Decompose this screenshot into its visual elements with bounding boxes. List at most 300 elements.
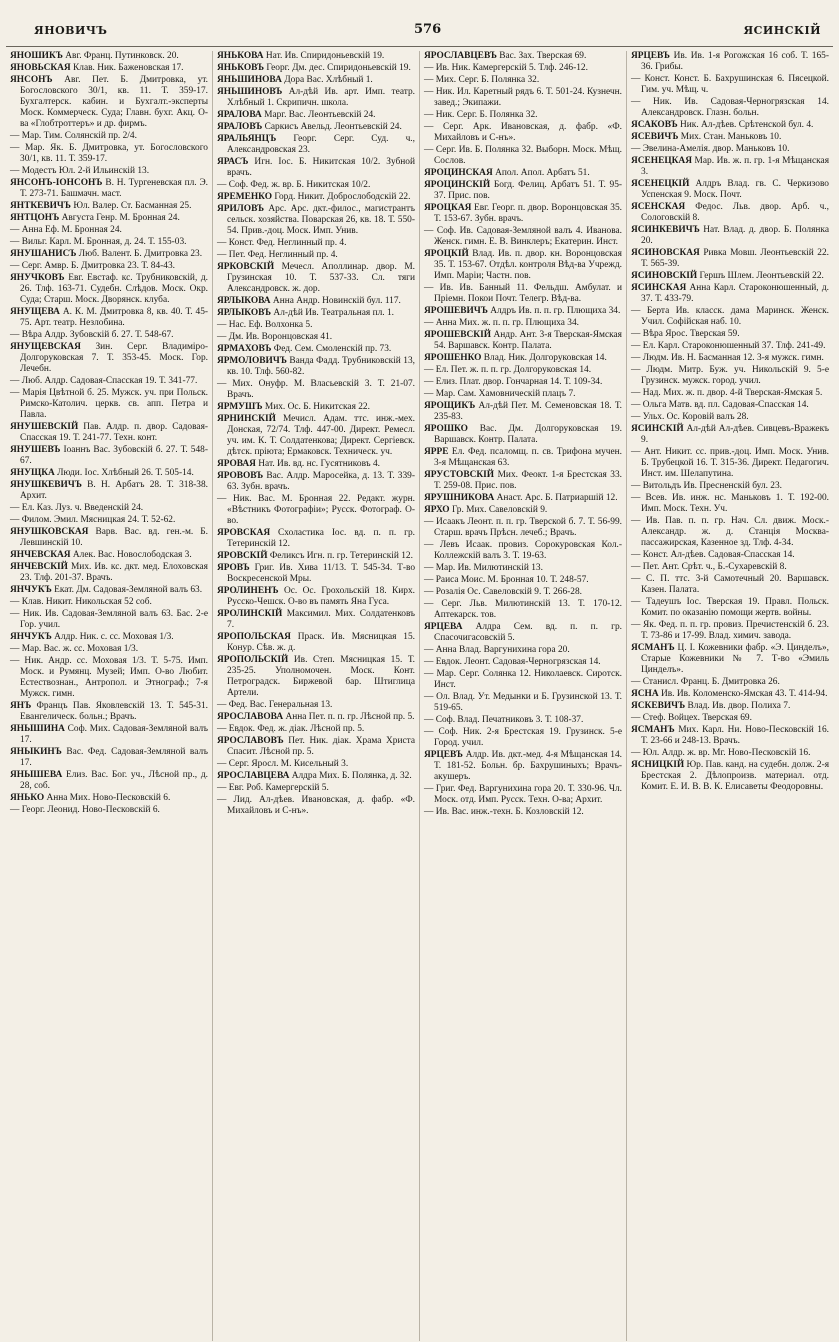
entry-text: Алдра Мих. Б. Полянка, д. 32.	[291, 771, 412, 781]
directory-entry	[631, 516, 829, 549]
directory-entry	[631, 400, 829, 411]
directory-entry	[631, 643, 829, 676]
entry-text: Ульх. Ос. Коровiй валъ 28.	[642, 412, 749, 422]
directory-entry	[631, 689, 829, 700]
entry-surname: ЯРУШНИКОВА	[424, 493, 495, 503]
directory-entry	[424, 563, 622, 574]
directory-entry	[217, 344, 415, 355]
entry-text: Мечесл. Аполлинар. двор. М. Грузинская 10. Т. 537-33. Сл. тяги Александровск. ж. дор.	[227, 262, 415, 294]
entry-surname: ЯНОВЬСКАЯ	[10, 63, 71, 73]
entry-surname: ЯНУШКОВСКАЯ	[10, 527, 89, 537]
directory-entry	[424, 645, 622, 656]
directory-entry	[631, 574, 829, 596]
directory-entry	[217, 356, 415, 378]
directory-entry	[10, 585, 208, 596]
directory-entry	[10, 550, 208, 561]
entry-surname: ЯНТЦОНЪ	[10, 213, 60, 223]
entry-surname: ЯРМУШЪ	[217, 402, 263, 412]
entry-text: Серг. Арк. Ивановская, д. фабр. «Ф. Михайловъ и С-нъ».	[434, 122, 622, 143]
entry-surname: ЯРОСЛАВЦЕВЪ	[424, 51, 497, 61]
entry-surname: ЯРИЛОВЪ	[217, 204, 264, 214]
entry-text: Над. Мих. ж. п. двор. 4-й Тверская-Ямская 5.	[642, 388, 823, 398]
entry-surname: ЯРОШЕВИЧЪ	[424, 306, 488, 316]
entry-text: Ник. Ал-дѣев. Срѣтенской бул. 4.	[679, 120, 814, 130]
directory-entry	[217, 494, 415, 527]
entry-text: Богд. Фелиц. Арбатъ 51. Т. 95-37. Прис. пов.	[434, 180, 623, 201]
entry-text: Вильг. Карл. М. Бронная, д. 24. Т. 155-03.	[21, 237, 187, 247]
entry-text: Евдок. Фед. ж. дiак. Лѣсной пр. 5.	[228, 724, 365, 734]
directory-entry	[217, 771, 415, 782]
directory-entry	[424, 318, 622, 329]
entry-text: Ант. Никит. сс. прив.-доц. Имп. Моск. Унив. Б. Трубецкой 16. Т. 315-36. Директ. Педагогич. Инст. им. Шелапутина.	[641, 447, 829, 479]
entry-text: Вѣра Алдр. Зубовскiй б. 27. Т. 548-67.	[21, 330, 174, 340]
directory-entry	[10, 143, 208, 165]
entry-text: Гершъ Шлем. Леонтьевскiй 22.	[699, 271, 824, 281]
entry-text: Фед. Сем. Смоленскiй пр. 73.	[273, 344, 392, 354]
entry-surname: ЯРОПОЛЬСКАЯ	[217, 632, 291, 642]
directory-entry	[424, 353, 622, 364]
entry-text: Праск. Ив. Мясницкая 15. Конур. Сѣв. ж. д.	[227, 632, 416, 653]
directory-entry	[10, 656, 208, 700]
directory-entry	[424, 587, 622, 598]
entry-text: Ривка Мовш. Леонтьевскiй 22. Т. 565-39.	[641, 248, 830, 269]
entry-surname: ЯСАКОВЪ	[631, 120, 678, 130]
directory-entry	[631, 225, 829, 247]
entry-text: Мар. Серг. Солянка 12. Николаевск. Сиротск. Инст.	[434, 669, 622, 690]
directory-entry	[10, 166, 208, 177]
entry-text: Ив. Ник. Камергерскiй 5. Тлф. 246-12.	[435, 63, 588, 73]
directory-entry	[10, 527, 208, 549]
entry-text: Георг. Дм. дес. Спиридоньевскiй 19.	[266, 63, 411, 73]
entry-text: Анна Мих. ж. п. п. гр. Плющиха 34.	[435, 318, 580, 328]
directory-entry	[10, 805, 208, 816]
entry-text: Федос. Льв. двор. Арб. ч., Сологовскiй 8.	[641, 202, 829, 223]
entry-surname: ЯСЕНСКАЯ	[631, 202, 686, 212]
directory-entry	[631, 713, 829, 724]
directory-entry	[217, 712, 415, 723]
directory-entry	[424, 807, 622, 818]
directory-entry	[424, 715, 622, 726]
entry-text: Соф. Ник. 2-я Брестская 19. Грузинск. 5-е Город. учил.	[434, 727, 623, 748]
entry-text: Вас. Зах. Тверская 69.	[499, 51, 587, 61]
entry-text: Юл. Алдр. ж. вр. Мг. Ново-Песковскiй 16.	[642, 748, 811, 758]
entry-text: Георг. Леонид. Ново-Песковскiй 6.	[21, 805, 160, 815]
entry-text: Евдок. Леонт. Садовая-Черногрязская 14.	[435, 657, 601, 667]
entry-text: Евг. Евстаф. кс. Трубниковскiй, д. 26. Тлф. 163-71. Судебн. Слѣдов. Моск. Окр. Суда; Старш. Моск. Дворянск. клуба.	[20, 273, 208, 305]
directory-entry	[424, 447, 622, 469]
directory-entry	[217, 110, 415, 121]
entry-text: Схоластика Iос. вд. п. п. гр. Тетеринскiй 12.	[227, 528, 415, 549]
entry-text: Ольга Матв. вд. пл. Садовая-Спасская 14.	[642, 400, 809, 410]
directory-entry	[217, 551, 415, 562]
entry-text: Серг. Ив. Б. Полянка 32. Выборн. Моск. Мѣщ. Сослов.	[434, 145, 622, 166]
entry-surname: ЯРОЩИКЪ	[424, 401, 476, 411]
entry-surname: ЯРХО	[424, 505, 450, 515]
page-number: 576	[414, 22, 442, 37]
entry-surname: ЯРАСЪ	[217, 157, 249, 167]
entry-text: Ник. Андр. сс. Моховая 1/3. Т. 5-75. Имп. Моск. и Румянц. Музей; Имп. О-во Любит. Естествознан., Антропол. и Этнограф.; 7-я Мужск. гимн.	[20, 656, 209, 699]
entry-text: Горд. Никит. Доброслободскiй 22.	[274, 192, 411, 202]
directory-entry	[10, 597, 208, 608]
entry-text: Арс. Арс. дкт.-филос., магистрантъ сельск. хозяйства. Поварская 26, кв. 18. Т. 550-54. Прив.-доц. Моск. Имп. Унив.	[227, 204, 415, 236]
directory-entry	[217, 204, 415, 237]
directory-entry	[10, 237, 208, 248]
entry-surname: ЯРОШЕВСКIЙ	[424, 330, 492, 340]
entry-surname: ЯСМАНЪ	[631, 725, 675, 735]
entry-text: Соф. Ив. Садовая-Земляной валъ 4. Иванова. Женск. гимн. Е. В. Винклеръ; Екатерин. Инст.	[434, 226, 622, 247]
directory-entry	[10, 422, 208, 444]
directory-entry	[10, 261, 208, 272]
entry-text: Серг. Амвр. Б. Дмитровка 23. Т. 84-43.	[21, 261, 176, 271]
entry-text: Евг. Роб. Камергерскiй 5.	[228, 783, 329, 793]
entry-text: Эвелина-Амелiя. двор. Маньковъ 10.	[642, 144, 790, 154]
entry-text: Тадеушъ Iос. Тверская 19. Правл. Польск. Комит. по оказанiю помощи жертв. войны.	[641, 597, 829, 618]
entry-text: Георг. Серг. Суд. ч., Александровская 23.	[227, 134, 415, 155]
entry-surname: ЯРОСЛАВОВЪ	[217, 736, 284, 746]
entry-surname: ЯРОВЪ	[217, 563, 250, 573]
entry-text: Ник. Ив. Садовая-Черногрязская 14. Александровск. Глазн. больн.	[641, 97, 829, 118]
entry-text: Клав. Никит. Никольская 52 соб.	[21, 597, 152, 607]
directory-entry	[631, 677, 829, 688]
directory-entry	[10, 562, 208, 584]
entry-text: Ник. Вас. М. Бронная 22. Редакт. журн. «Вѣстникъ Фотографiи»; Русск. Фотограф. О-во.	[227, 494, 415, 526]
entry-surname: ЯСЕНЕЦКАЯ	[631, 156, 692, 166]
entry-text: Мар. Як. Б. Дмитровка, ут. Богословского 30/1, кв. 11. Т. 359-17.	[20, 143, 208, 164]
entry-surname: ЯРОСЛАВЦЕВА	[217, 771, 290, 781]
directory-entry	[10, 503, 208, 514]
entry-surname: ЯРЦЕВА	[424, 622, 463, 632]
directory-entry	[424, 51, 622, 62]
entry-text: Вас. Алдр. Маросейка, д. 13. Т. 339-63. Зубн. врачъ.	[227, 471, 415, 492]
directory-entry	[631, 597, 829, 619]
entry-text: Зин. Серг. Владимiро-Долгоруковская 7. Т. 353-45. Моск. Гор. Лечебн.	[20, 342, 209, 374]
entry-surname: ЯНЬШИНОВЪ	[217, 87, 283, 97]
directory-entry	[424, 365, 622, 376]
entry-text: Розалiя Ос. Савеловскiй 9. Т. 266-28.	[435, 587, 583, 597]
entry-text: Ив. Ив. Банный 11. Фельдш. Амбулат. и Прiемн. Покои Почт. Телегр. Вѣд-ва.	[434, 283, 622, 304]
entry-surname: ЯНЫКИНЪ	[10, 747, 62, 757]
entry-text: Алек. Вас. Новослободская 3.	[72, 550, 192, 560]
directory-entry	[631, 306, 829, 328]
entry-text: В. Н. Арбатъ 28. Т. 318-38. Архит.	[20, 480, 208, 501]
directory-entry	[217, 700, 415, 711]
entry-text: Всев. Ив. инж. нс. Маньковъ 1. Т. 192-00. Имп. Моск. Техн. Уч.	[641, 493, 829, 514]
directory-entry	[631, 179, 829, 201]
entry-text: Дора Вас. Хлѣбный 1.	[284, 75, 373, 85]
entry-text: Францъ Пав. Яковлевскiй 13. Т. 545-31. Евангелическ. больн.; Врачъ.	[20, 701, 208, 722]
entry-text: Анна Еф. М. Бронная 24.	[21, 225, 122, 235]
directory-entry	[10, 468, 208, 479]
entry-surname: ЯРМОЛОВИЧЪ	[217, 356, 287, 366]
directory-entry	[424, 727, 622, 749]
entry-surname: ЯРОЛИНСКIЙ	[217, 609, 283, 619]
entry-text: Ал-дѣй Ив. Театральная пл. 1.	[273, 308, 395, 318]
entry-surname: ЯНЫШЕВА	[10, 770, 63, 780]
entry-text: Варв. Вас. вд. ген.-м. Б. Левшинскiй 10.	[20, 527, 209, 548]
entry-surname: ЯНЫШИНА	[10, 724, 65, 734]
directory-entry	[424, 401, 622, 423]
entry-surname: ЯРАЛОВЪ	[217, 122, 263, 132]
directory-entry	[217, 308, 415, 319]
entry-surname: ЯРЦЕВЪ	[631, 51, 670, 61]
directory-entry	[10, 724, 208, 746]
entry-surname: ЯСЕВИЧЪ	[631, 132, 679, 142]
directory-entry	[10, 515, 208, 526]
entry-text: Ник. Серг. Б. Полянка 32.	[435, 110, 538, 120]
directory-entry	[631, 424, 829, 446]
directory-entry	[424, 599, 622, 621]
entry-text: Ел. Пет. ж. п. п. гр. Долгоруковская 14.	[435, 365, 592, 375]
directory-entry	[424, 330, 622, 352]
entry-surname: ЯРОВСКАЯ	[217, 528, 271, 538]
directory-entry	[424, 306, 622, 317]
directory-entry	[217, 262, 415, 295]
entry-text: Саркисъ Авельд. Леонтьевскiй 24.	[264, 122, 402, 132]
entry-text: Ел. Каз. Луз. ч. Введенскiй 24.	[21, 503, 144, 513]
entry-text: Станисл. Франц. Б. Дмитровка 26.	[642, 677, 780, 687]
entry-surname: ЯРАЛЬЯНЦЪ	[217, 134, 277, 144]
directory-entry	[10, 225, 208, 236]
directory-entry	[217, 296, 415, 307]
entry-text: Мар. Вас. ж. сс. Моховая 1/3.	[21, 644, 139, 654]
directory-entry	[631, 283, 829, 305]
entry-surname: ЯРОСЛАВОВА	[217, 712, 284, 722]
entry-surname: ЯРЦЕВЪ	[424, 750, 463, 760]
entry-text: Мар. Сам. Хамовническiй плацъ 7.	[435, 389, 576, 399]
running-head-right: ЯСИНСКIЙ	[743, 24, 821, 37]
entry-surname: ЯРЕМЕНКО	[217, 192, 272, 202]
entry-surname: ЯРОВОВЪ	[217, 471, 264, 481]
entry-text: Серг. Льв. Милютинскiй 13. Т. 170-12. Аптекарск. тов.	[434, 599, 623, 620]
column-1	[6, 51, 212, 1341]
entry-text: Вас. Фед. Садовая-Земляной валъ 17.	[20, 747, 209, 768]
directory-entry	[424, 493, 622, 504]
entry-text: Мечисл. Адам. ттс. инж.-мех. Донская, 72/74. Тлф. 447-00. Директ. Ремесл. уч. им. К. Т. Солдатенкова; Директ. Сергiевск. дѣтск. прiюта; Ермаковск. Техническ. уч.	[227, 414, 416, 457]
entry-text: Мих. Онуфр. М. Власьевскiй 3. Т. 21-07. Врачъ.	[227, 379, 416, 400]
entry-text: Вас. Дм. Долгоруковская 19. Варшавск. Контр. Палата.	[434, 424, 622, 445]
entry-text: Берта Ив. класск. дама Маринск. Женск. Учил. Софiйская наб. 10.	[641, 306, 829, 327]
directory-entry	[217, 655, 415, 699]
entry-surname: ЯНТКЕВИЧЪ	[10, 201, 71, 211]
directory-entry	[631, 156, 829, 178]
directory-entry	[424, 249, 622, 282]
directory-entry	[424, 424, 622, 446]
directory-entry	[10, 644, 208, 655]
directory-entry	[217, 122, 415, 133]
entry-text: Ал-дѣй Пет. М. Семеновская 18. Т. 235-83.	[434, 401, 622, 422]
entry-text: Елиз. Плат. двор. Гончарная 14. Т. 109-34.	[435, 377, 603, 387]
directory-entry	[10, 213, 208, 224]
entry-text: Ол. Влад. Ут. Медынки и Б. Грузинской 13. Т. 519-65.	[434, 692, 622, 713]
directory-entry	[631, 51, 829, 73]
directory-entry	[424, 122, 622, 144]
page-header	[6, 0, 833, 47]
directory-entry	[217, 459, 415, 470]
entry-text: Серг. Яросл. М. Кисельный 3.	[228, 759, 349, 769]
entry-text: Анна Мих. Ново-Песковскiй 6.	[46, 793, 171, 803]
entry-text: Алдр. Ник. с. сс. Моховая 1/3.	[54, 632, 174, 642]
directory-entry	[424, 750, 622, 783]
entry-text: Стеф. Войцех. Тверская 69.	[642, 713, 752, 723]
entry-surname: ЯНЬКО	[10, 793, 45, 803]
entry-surname: ЯНЧЕВСКIЙ	[10, 562, 68, 572]
entry-text: Юр. Пав. канд. на судебн. долж. 2-я Брестская 2. Дѣлопроизв. материал. отд. Комит. Е. И. В. В. К. Елисаветы Феодоровны.	[641, 760, 830, 792]
directory-entry	[424, 389, 622, 400]
directory-entry	[631, 248, 829, 270]
directory-entry	[10, 178, 208, 200]
entry-surname: ЯНУШЕВСКIЙ	[10, 422, 79, 432]
directory-entry	[217, 75, 415, 86]
directory-entry	[631, 353, 829, 364]
entry-text: Нат. Влад. д. двор. Б. Полянка 20.	[641, 225, 829, 246]
entry-text: Раиса Моис. М. Бронная 10. Т. 248-57.	[435, 575, 589, 585]
directory-entry	[10, 75, 208, 130]
entry-text: Апол. Апол. Арбатъ 51.	[495, 168, 590, 178]
entry-text: В. Н. Тургеневская пл. Э. Т. 273-71. Башмачн. маст.	[20, 178, 208, 199]
entry-text: Пав. Алдр. п. двор. Садовая-Спасская 19. Т. 241-77. Техн. конт.	[20, 422, 209, 443]
entry-surname: ЯРЛЫКОВА	[217, 296, 271, 306]
entry-text: Анна Андр. Новинскiй бул. 117.	[272, 296, 401, 306]
directory-entry	[217, 471, 415, 493]
entry-text: Мар. Ив. Милютинскiй 13.	[435, 563, 543, 573]
entry-text: Филом. Эмил. Мясницкая 24. Т. 52-62.	[21, 515, 176, 525]
directory-entry	[217, 795, 415, 817]
entry-surname: ЯНУЩКА	[10, 468, 55, 478]
directory-entry	[217, 528, 415, 550]
entry-text: Григ. Фед. Варгунихина гора 20. Т. 330-96. Чл. Моск. отд. Имп. Русск. Техн. О-ва; Архит.	[434, 784, 622, 805]
entry-text: Исаакъ Леонт. п. п. гр. Тверской б. 7. Т. 56-99. Старш. врачъ Прѣсн. лечеб.; Врачъ.	[434, 517, 623, 538]
entry-text: Ив. Ив. 1-я Рогожская 16 соб. Т. 165-36. Грибы.	[641, 51, 829, 72]
entry-surname: ЯРНИНСКIЙ	[217, 414, 276, 424]
directory-entry	[631, 271, 829, 282]
entry-text: Людм. Ив. Н. Басманная 12. 3-я мужск. гимн.	[642, 353, 824, 363]
entry-text: Ц. I. Кожевники фабр. «Э. Цинделъ», Старые Кожевники № 7. Т-во «Эмиль Цинделъ».	[641, 643, 830, 675]
directory-entry	[424, 470, 622, 492]
entry-text: Марiя Цвѣтной б. 25. Мужск. уч. при Польск. Римско-Католич. церкв. св. апп. Петра и Павла.	[20, 388, 208, 420]
entry-text: Алдръ Ив. п. п. гр. Плющиха 34.	[490, 306, 621, 316]
directory-entry	[217, 180, 415, 191]
entry-surname: ЯНЬШИНОВА	[217, 75, 282, 85]
entry-text: Пет. Ник. дiак. Храма Христа Спасит. Лѣсной пр. 5.	[227, 736, 415, 757]
directory-entry	[424, 657, 622, 668]
directory-entry	[217, 250, 415, 261]
directory-entry	[217, 238, 415, 249]
directory-entry	[217, 632, 415, 654]
entry-text: Ванда Фадд. Трубниковскiй 13, кв. 10. Тлф. 560-82.	[227, 356, 415, 377]
entry-text: Влад. Ив. двор. Полиха 7.	[687, 701, 791, 711]
directory-entry	[10, 51, 208, 62]
directory-entry	[10, 609, 208, 631]
directory-entry	[424, 75, 622, 86]
entry-text: Клав. Ник. Баженовская 17.	[73, 63, 184, 73]
entry-surname: ЯРОШКО	[424, 424, 468, 434]
entry-surname: ЯРУСТОВСКIЙ	[424, 470, 495, 480]
directory-entry	[10, 273, 208, 306]
entry-surname: ЯНЧУКЪ	[10, 585, 52, 595]
entry-text: Фед. Вас. Генеральная 13.	[228, 700, 333, 710]
directory-entry	[631, 365, 829, 387]
directory-entry	[424, 168, 622, 179]
directory-entry	[217, 759, 415, 770]
entry-surname: ЯРОВАЯ	[217, 459, 256, 469]
entry-surname: ЯРОВСКIЙ	[217, 551, 268, 561]
entry-text: Августа Генр. М. Бронная 24.	[61, 213, 180, 223]
directory-entry	[217, 724, 415, 735]
entry-text: Людм. Митр. Буж. уч. Никольскiй 9. 5-е Грузинск. мужск. город. учил.	[641, 365, 829, 386]
directory-entry	[424, 517, 622, 539]
entry-surname: ЯНУШЕВЪ	[10, 445, 61, 455]
entry-surname: ЯРОЛИНЕНЪ	[217, 586, 279, 596]
entry-surname: ЯРОЦКIЙ	[424, 249, 469, 259]
entry-text: Влад. Ив. п. двор. кн. Воронцовская 35. Т. 153-67. Отдѣл. контроля Вѣд-ва Учрежд. Имп. Марiи; Частн. пов.	[434, 249, 622, 281]
directory-entry	[424, 622, 622, 644]
entry-text: Марг. Вас. Леонтьевскiй 24.	[264, 110, 376, 120]
entry-text: Соф. Фед. ж. вр. Б. Никитская 10/2.	[228, 180, 371, 190]
entry-text: Авг. Франц. Путинковск. 20.	[65, 51, 179, 61]
directory-entry	[631, 701, 829, 712]
directory-entry	[217, 586, 415, 608]
entry-surname: ЯНЬКОВЪ	[217, 63, 265, 73]
entry-text: Конст. Фед. Неглинный пр. 4.	[228, 238, 347, 248]
directory-entry	[217, 736, 415, 758]
directory-entry	[631, 329, 829, 340]
entry-surname: ЯСИНКЕВИЧЪ	[631, 225, 700, 235]
entry-text: Люб. Валент. Б. Дмитровка 23.	[78, 249, 203, 259]
directory-entry	[631, 341, 829, 352]
entry-text: Влад. Ник. Долгоруковская 14.	[483, 353, 607, 363]
entry-surname: ЯРОЦИНСКIЙ	[424, 180, 491, 190]
directory-entry	[217, 609, 415, 631]
directory-entry	[10, 632, 208, 643]
entry-text: Левъ Исаак. провиз. Сорокуровская Кол.-Коллежскiй валъ 3. Т. 19-63.	[434, 540, 622, 561]
columns	[6, 47, 833, 1341]
entry-text: Нат. Ив. Спиридоньевскiй 19.	[265, 51, 385, 61]
directory-entry	[10, 445, 208, 467]
directory-entry	[631, 550, 829, 561]
directory-entry	[217, 192, 415, 203]
entry-text: Мих. Серг. Б. Полянка 32.	[435, 75, 540, 85]
entry-surname: ЯСИНОВСКАЯ	[631, 248, 700, 258]
directory-entry	[631, 748, 829, 759]
entry-surname: ЯНУШАНИСЪ	[10, 249, 77, 259]
entry-text: Мих. Ос. Б. Никитская 22.	[264, 402, 370, 412]
directory-entry	[424, 784, 622, 806]
entry-surname: ЯНУЩЕВА	[10, 307, 60, 317]
entry-text: Мих. Феокт. 1-я Брестская 33. Т. 259-08. Прис. пов.	[434, 470, 623, 491]
directory-entry	[10, 63, 208, 74]
entry-surname: ЯРМАХОВЪ	[217, 344, 272, 354]
directory-entry	[424, 203, 622, 225]
entry-surname: ЯНУШКЕВИЧЪ	[10, 480, 82, 490]
directory-entry	[631, 493, 829, 515]
entry-text: Мар. Тим. Солянскiй пр. 2/4.	[21, 131, 137, 141]
entry-surname: ЯСМАНЪ	[631, 643, 675, 653]
directory-entry	[10, 342, 208, 375]
entry-surname: ЯСНИЦКIЙ	[631, 760, 685, 770]
entry-text: Ал-дѣй Ив. арт. Имп. театр. Хлѣбный 1. Скрипичн. школа.	[227, 87, 416, 108]
directory-entry	[424, 692, 622, 714]
directory-entry	[10, 770, 208, 792]
entry-text: Вѣра Ярос. Тверская 59.	[642, 329, 740, 339]
entry-text: Авг. Пет. Б. Дмитровка, ут. Богословского 30/1, кв. 11. Т. 359-17. Бухгалтерск. кабин. и Бухгалт.-эксперты Моск. Коммерческ. Суда; Главн. бухг. Акц. О-ва «Глобтроттеръ» и др. фирмъ.	[20, 75, 209, 129]
entry-surname: ЯРЛЫКОВЪ	[217, 308, 272, 318]
entry-text: Ив. Степ. Мясницкая 15. Т. 235-25. Уполномочен. Моск. Конт. Петроградск. Биржевой бар. Штиглица Артели.	[227, 655, 415, 698]
directory-entry	[631, 447, 829, 480]
entry-surname: ЯНЧУКЪ	[10, 632, 52, 642]
entry-surname: ЯНСОНЪ	[10, 75, 53, 85]
directory-entry	[10, 307, 208, 329]
entry-text: Григ. Ив. Хива 11/13. Т. 545-34. Т-во Воскресенской Мры.	[227, 563, 416, 584]
